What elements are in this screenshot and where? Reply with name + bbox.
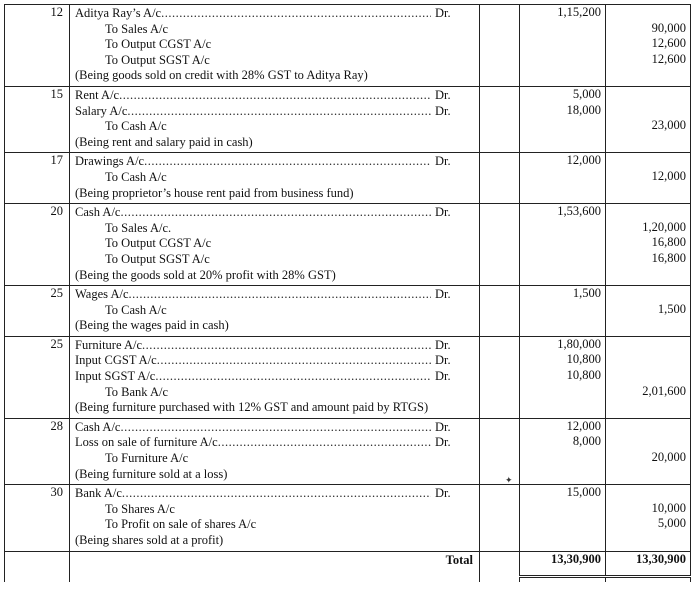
credit-amount: 23,000	[651, 118, 686, 133]
credit-amount: 10,000	[651, 500, 686, 515]
debit-amount: 8,000	[572, 434, 601, 449]
credit-amount	[606, 286, 686, 302]
credit-amount	[606, 485, 686, 501]
credit-amount	[606, 87, 686, 103]
debit-line	[75, 104, 475, 120]
entry-credit-amounts	[606, 204, 691, 286]
credit-line: To Cash A/c	[105, 302, 167, 317]
debit-line	[75, 420, 475, 436]
account-name: Wages A/c	[75, 287, 129, 302]
entry-credit-amounts	[606, 485, 691, 551]
account-name: Loss on sale of furniture A/c	[75, 435, 218, 450]
entry-debit-amounts	[520, 418, 606, 484]
narration: (Being rent and salary paid in cash)	[75, 134, 253, 149]
dr-marker: Dr.	[435, 287, 451, 302]
debit-amount: 1,15,200	[557, 5, 601, 19]
dot-leader	[129, 287, 432, 303]
narration: (Being furniture purchased with 12% GST and amount paid by RTGS)	[75, 400, 429, 415]
total-row	[5, 551, 691, 577]
entry-lf	[480, 485, 520, 551]
credit-amount	[606, 5, 686, 21]
debit-line	[75, 338, 475, 354]
entry-lf	[480, 204, 520, 286]
debit-line	[75, 353, 475, 369]
dr-marker: Dr.	[435, 353, 451, 368]
journal-entry-row	[5, 418, 691, 484]
debit-amount: 15,000	[566, 485, 601, 500]
credit-line: To Sales A/c.	[105, 220, 172, 235]
entry-date: 25	[5, 336, 70, 418]
debit-amount: 1,80,000	[557, 336, 601, 351]
credit-amount	[606, 153, 686, 169]
journal-entry-row	[5, 204, 691, 286]
dot-leader	[161, 6, 431, 22]
entry-credit-amounts	[606, 153, 691, 204]
credit-amount: 12,000	[651, 168, 686, 183]
debit-amount	[520, 516, 601, 532]
credit-line: To Output CGST A/c	[105, 37, 212, 52]
debit-amount: 12,000	[566, 153, 601, 168]
credit-line: To Output SGST A/c	[105, 251, 210, 266]
dot-leader	[142, 338, 431, 354]
credit-amount: 20,000	[651, 450, 686, 465]
entry-particulars	[70, 86, 480, 152]
entry-date: 20	[5, 204, 70, 286]
entry-credit-amounts	[606, 86, 691, 152]
entry-debit-amounts	[520, 204, 606, 286]
entry-particulars	[70, 153, 480, 204]
total-credit: 13,30,900	[606, 551, 691, 577]
account-name: Input SGST A/c	[75, 369, 156, 384]
debit-line	[75, 88, 475, 104]
debit-amount: 1,53,600	[557, 204, 601, 219]
debit-amount	[520, 302, 601, 318]
entry-credit-amounts	[606, 286, 691, 337]
dr-marker: Dr.	[435, 419, 451, 434]
account-name: Cash A/c	[75, 419, 121, 434]
dr-marker: Dr.	[435, 486, 451, 501]
entry-lf	[480, 418, 520, 484]
dr-marker: Dr.	[435, 87, 451, 102]
debit-amount: 12,000	[566, 418, 601, 433]
dot-leader	[157, 353, 431, 369]
entry-particulars	[70, 204, 480, 286]
entry-particulars	[70, 418, 480, 484]
dot-leader	[144, 154, 431, 170]
debit-amount: 5,000	[572, 86, 601, 101]
credit-amount: 2,01,600	[642, 383, 686, 398]
dr-marker: Dr.	[435, 435, 451, 450]
entry-particulars	[70, 5, 480, 87]
credit-line: To Sales A/c	[105, 21, 169, 36]
dr-marker: Dr.	[435, 337, 451, 352]
total-lf-cell	[480, 551, 520, 577]
entry-debit-amounts	[520, 286, 606, 337]
entry-date: 30	[5, 485, 70, 551]
entry-date: 17	[5, 153, 70, 204]
entry-date: 15	[5, 86, 70, 152]
dot-leader	[155, 369, 431, 385]
debit-amount	[520, 21, 601, 37]
debit-amount	[520, 220, 601, 236]
dot-leader	[122, 486, 431, 502]
entry-date: 25	[5, 286, 70, 337]
entry-lf	[480, 286, 520, 337]
account-name: Bank A/c	[75, 486, 122, 501]
journal-entry-row	[5, 485, 691, 551]
debit-line	[75, 205, 475, 221]
credit-amount: 1,500	[657, 301, 686, 316]
journal-body	[5, 5, 691, 583]
entry-lf	[480, 153, 520, 204]
total-debit: 13,30,900	[520, 551, 606, 577]
dot-leader	[119, 88, 431, 104]
entry-date: 12	[5, 5, 70, 87]
debit-amount	[520, 450, 601, 466]
credit-amount	[606, 368, 686, 384]
journal-entry-row	[5, 153, 691, 204]
entry-credit-amounts	[606, 336, 691, 418]
dot-leader	[218, 435, 431, 451]
debit-line	[75, 486, 475, 502]
narration: (Being the goods sold at 20% profit with 28% GST)	[75, 267, 336, 282]
credit-line: To Bank A/c	[105, 384, 169, 399]
credit-amount: 12,600	[651, 36, 686, 51]
debit-amount: 1,500	[572, 286, 601, 301]
journal-entry-row	[5, 286, 691, 337]
credit-amount	[606, 103, 686, 119]
dot-leader	[120, 205, 431, 221]
entry-credit-amounts	[606, 5, 691, 87]
stray-mark-icon: ✦	[505, 475, 513, 485]
debit-amount	[520, 52, 601, 68]
credit-amount: 90,000	[651, 20, 686, 35]
entry-debit-amounts	[520, 153, 606, 204]
entry-lf	[480, 86, 520, 152]
account-name: Drawings A/c	[75, 154, 145, 169]
credit-line: To Cash A/c	[105, 169, 167, 184]
debit-amount: 10,800	[566, 352, 601, 367]
credit-amount	[606, 434, 686, 450]
credit-amount: 5,000	[657, 516, 686, 531]
credit-amount: 1,20,000	[642, 219, 686, 234]
debit-amount	[520, 384, 601, 400]
debit-amount	[520, 251, 601, 267]
entry-debit-amounts	[520, 86, 606, 152]
journal-table	[4, 4, 691, 582]
narration: (Being shares sold at a profit)	[75, 533, 224, 547]
table-tail	[5, 577, 691, 583]
credit-line: To Output SGST A/c	[105, 52, 210, 67]
total-label: Total	[70, 551, 480, 577]
entry-lf	[480, 5, 520, 87]
credit-line: To Shares A/c	[105, 501, 175, 516]
credit-amount: 16,800	[651, 250, 686, 265]
credit-line: To Profit on sale of shares A/c	[105, 517, 257, 532]
entry-particulars	[70, 336, 480, 418]
entry-debit-amounts	[520, 485, 606, 551]
credit-line: To Output CGST A/c	[105, 236, 212, 251]
credit-amount	[606, 352, 686, 368]
journal-entry-row	[5, 86, 691, 152]
debit-line	[75, 435, 475, 451]
account-name: Input CGST A/c	[75, 353, 157, 368]
credit-amount	[606, 204, 686, 220]
narration: (Being the wages paid in cash)	[75, 318, 229, 333]
total-date-cell	[5, 551, 70, 577]
dot-leader	[120, 420, 431, 436]
debit-line	[75, 6, 475, 22]
debit-amount	[520, 235, 601, 251]
credit-amount: 12,600	[651, 51, 686, 66]
dr-marker: Dr.	[435, 205, 451, 220]
debit-line	[75, 287, 475, 303]
account-name: Rent A/c	[75, 87, 120, 102]
entry-particulars	[70, 286, 480, 337]
entry-particulars	[70, 485, 480, 551]
dr-marker: Dr.	[435, 369, 451, 384]
dr-marker: Dr.	[435, 103, 451, 118]
debit-amount	[520, 169, 601, 185]
account-name: Aditya Ray’s A/c	[75, 6, 162, 20]
debit-amount	[520, 118, 601, 134]
credit-amount	[606, 337, 686, 353]
entry-date: 28	[5, 418, 70, 484]
debit-line	[75, 369, 475, 385]
debit-amount: 10,800	[566, 368, 601, 383]
account-name: Furniture A/c	[75, 337, 143, 352]
narration: (Being furniture sold at a loss)	[75, 466, 228, 481]
account-name: Cash A/c	[75, 205, 121, 220]
debit-amount	[520, 36, 601, 52]
entry-debit-amounts	[520, 5, 606, 87]
debit-amount: 18,000	[566, 102, 601, 117]
narration: (Being goods sold on credit with 28% GST to Aditya Ray)	[75, 68, 368, 83]
credit-amount: 16,800	[651, 235, 686, 250]
dr-marker: Dr.	[435, 6, 451, 20]
entry-credit-amounts	[606, 418, 691, 484]
entry-debit-amounts	[520, 336, 606, 418]
journal-entry-row	[5, 5, 691, 87]
entry-lf	[480, 336, 520, 418]
credit-amount	[606, 419, 686, 435]
debit-line	[75, 154, 475, 170]
debit-amount	[520, 501, 601, 517]
credit-line: To Furniture A/c	[105, 451, 189, 466]
journal-entry-row	[5, 336, 691, 418]
credit-line: To Cash A/c	[105, 119, 167, 134]
narration: (Being proprietor’s house rent paid from business fund)	[75, 185, 354, 200]
account-name: Salary A/c	[75, 103, 128, 118]
dot-leader	[127, 104, 431, 120]
dr-marker: Dr.	[435, 154, 451, 169]
